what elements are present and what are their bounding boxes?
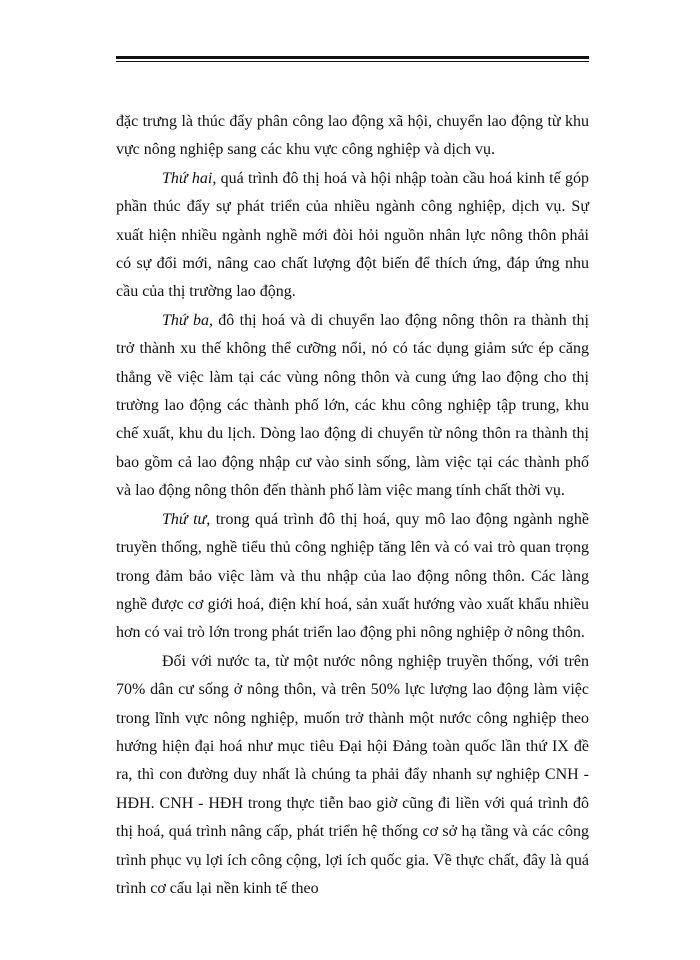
paragraph-4-lead: Thứ tư,	[162, 510, 211, 528]
header-rule-thin	[116, 61, 589, 62]
paragraph-3-lead: Thứ ba,	[162, 311, 213, 329]
paragraph-2-text: quá trình đô thị hoá và hội nhập toàn cầu hoá kinh tế góp phần thúc đẩy sự phát triển của nhiều ngành công nghiệp, dịch vụ. Sự xuất hiện nhiều ngành nghề mới đòi hỏi nguồn nhân lực nông thôn phải có sự đổi mới, nâng cao chất lượng đột biến để thích ứng, đáp ứng nhu cầu của thị trường lao động.	[116, 169, 589, 301]
paragraph-3-text: đô thị hoá và di chuyển lao động nông thôn ra thành thị trở thành xu thế không thể cưỡng nổi, nó có tác dụng giảm sức ép căng thẳng về việc làm tại các vùng nông thôn và cung ứng lao động cho thị trường lao động các thành phố lớn, các khu công nghiệp tập trung, khu chế xuất, khu du lịch. Dòng lao động di chuyển từ nông thôn ra thành thị bao gồm cả lao động nhập cư vào sinh sống, làm việc tại các thành phố và lao động nông thôn đến thành phố làm việc mang tính chất thời vụ.	[116, 311, 589, 500]
body-text	[116, 108, 589, 903]
paragraph-4-text: trong quá trình đô thị hoá, quy mô lao động ngành nghề truyền thống, nghề tiểu thủ công nghiệp tăng lên và có vai trò quan trọng trong đảm bảo việc làm và thu nhập của lao động nông thôn. Các làng nghề được cơ giới hoá, điện khí hoá, sản xuất hướng vào xuất khẩu nhiều hơn có vai trò lớn trong phát triển lao động phi nông nghiệp ở nông thôn.	[116, 510, 590, 642]
paragraph-2	[116, 165, 589, 307]
header-rule-thick	[116, 56, 589, 59]
paragraph-3	[116, 307, 589, 506]
paragraph-4	[116, 506, 589, 648]
header-rule	[116, 56, 589, 62]
paragraph-5-text: Đối với nước ta, từ một nước nông nghiệp truyền thống, với trên 70% dân cư sống ở nông thôn, và trên 50% lực lượng lao động làm việc trong lĩnh vực nông nghiệp, muốn trở thành một nước công nghiệp theo hướng hiện đại hoá như mục tiêu Đại hội Đảng toàn quốc lần thứ IX đề ra, thì con đường duy nhất là chúng ta phải đẩy nhanh sự nghiệp CNH - HĐH. CNH - HĐH trong thực tiễn bao giờ cũng đi liền với quá trình đô thị hoá, quá trình nâng cấp, phát triển hệ thống cơ sở hạ tầng và các công trình phục vụ lợi ích công cộng, lợi ích quốc gia. Về thực chất, đây là quá trình cơ cấu lại nền kinh tế theo	[116, 652, 589, 897]
paragraph-1-text: đặc trưng là thúc đẩy phân công lao động xã hội, chuyển lao động từ khu vực nông nghiệp sang các khu vực công nghiệp và dịch vụ.	[116, 113, 589, 159]
paragraph-1	[116, 108, 589, 165]
paragraph-2-lead: Thứ hai,	[162, 169, 217, 187]
paragraph-5	[116, 648, 589, 904]
